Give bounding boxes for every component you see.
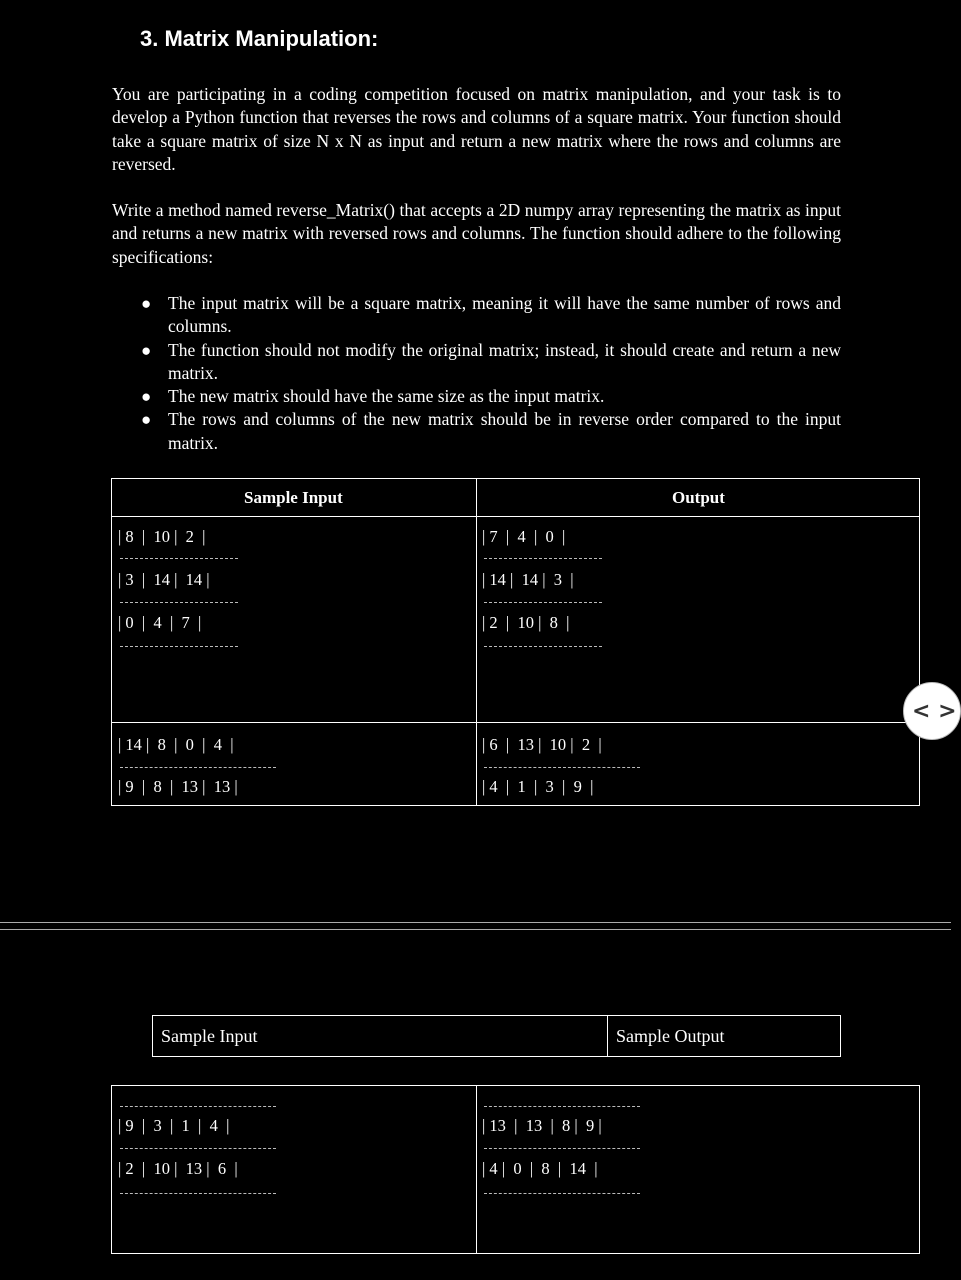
chevron-left-right-icon: < > — [912, 698, 957, 724]
matrix-row: | 8 | 10 | 2 | — [118, 527, 206, 546]
row-separator — [484, 558, 602, 559]
section-divider — [0, 922, 951, 930]
list-item: ● The function should not modify the original matrix; instead, it should create and return a new matrix. — [141, 339, 841, 383]
row-separator — [120, 602, 238, 603]
row-separator — [120, 558, 238, 559]
row-separator — [120, 1193, 276, 1194]
row-separator — [120, 1106, 276, 1107]
bullet-icon: ● — [141, 387, 152, 407]
table-header-divider — [111, 516, 920, 517]
matrix-row: | 9 | 8 | 13 | 13 | — [118, 777, 238, 796]
row-separator — [484, 767, 640, 768]
matrix-row: | 9 | 3 | 1 | 4 | — [118, 1116, 230, 1135]
matrix-row: | 13 | 13 | 8 | 9 | — [482, 1116, 602, 1135]
sample-input-header: Sample Input — [244, 488, 343, 507]
row-separator — [484, 1193, 640, 1194]
matrix-row: | 4 | 0 | 8 | 14 | — [482, 1159, 598, 1178]
row-separator — [484, 602, 602, 603]
matrix-row: | 0 | 4 | 7 | — [118, 613, 202, 632]
matrix-row: | 6 | 13 | 10 | 2 | — [482, 735, 602, 754]
page-title: 3. Matrix Manipulation: — [140, 26, 379, 51]
table-column-divider — [476, 478, 477, 806]
list-item: ● The rows and columns of the new matrix should be in reverse order compared to the input matrix. — [141, 409, 841, 453]
matrix-row: | 3 | 14 | 14 | — [118, 570, 210, 589]
matrix-row: | 2 | 10 | 8 | — [482, 613, 570, 632]
table-row-divider — [111, 722, 920, 723]
matrix-row: | 7 | 4 | 0 | — [482, 527, 566, 546]
list-item: ● The new matrix should have the same size as the input matrix. — [112, 385, 841, 408]
problem-description: You are participating in a coding competition focused on matrix manipulation, and your task is to develop a Python function that reverses the rows and columns of a square matrix. Your function should take a square matrix of size N x N as input and return a new matrix where the rows and columns are reversed. — [112, 84, 841, 174]
specification-list — [112, 292, 841, 455]
row-separator — [120, 767, 276, 768]
row-separator — [484, 1148, 640, 1149]
row-separator — [120, 1148, 276, 1149]
matrix-row: | 4 | 1 | 3 | 9 | — [482, 777, 594, 796]
sample-output-header: Sample Output — [616, 1026, 725, 1046]
output-header: Output — [672, 488, 725, 507]
matrix-row: | 14 | 14 | 3 | — [482, 570, 574, 589]
bullet-icon: ● — [141, 340, 152, 360]
row-separator — [120, 646, 238, 647]
row-separator — [484, 646, 602, 647]
table-column-divider — [476, 1085, 477, 1254]
bullet-icon: ● — [141, 410, 152, 430]
sample-input-header: Sample Input — [161, 1026, 258, 1046]
matrix-row: | 14 | 8 | 0 | 4 | — [118, 735, 234, 754]
list-item: ● The input matrix will be a square matrix, meaning it will have the same number of rows and columns. — [141, 293, 841, 337]
table-column-divider — [607, 1015, 608, 1057]
matrix-row: | 2 | 10 | 13 | 6 | — [118, 1159, 238, 1178]
page-nav-button[interactable] — [903, 682, 961, 740]
method-description: Write a method named reverse_Matrix() that accepts a 2D numpy array representing the matrix as input and returns a new matrix with reversed rows and columns. The function should adhere to the following specifications: — [112, 200, 841, 267]
bullet-icon: ● — [141, 294, 152, 313]
row-separator — [484, 1106, 640, 1107]
